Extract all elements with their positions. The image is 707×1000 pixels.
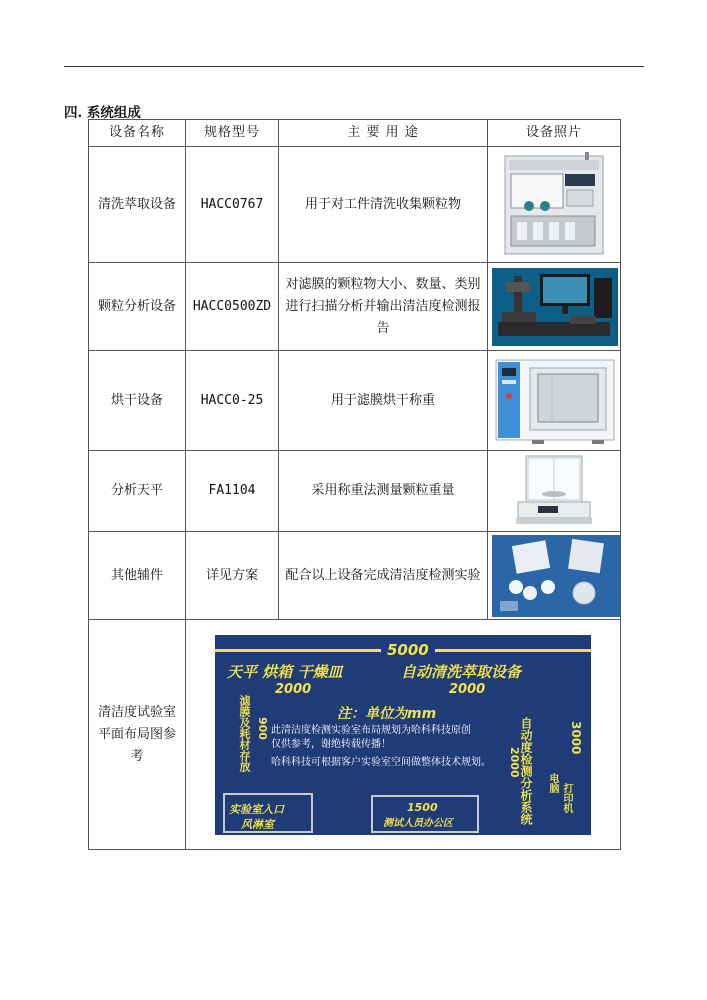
- height-dimension: 3000: [569, 720, 583, 754]
- copyright-note-line3: 哈科科技可根据客户实验室空间做整体技术规划。: [271, 756, 491, 768]
- equipment-purpose: 对滤膜的颗粒物大小、数量、类别进行扫描分析并输出清洁度检测报告: [279, 263, 488, 351]
- copyright-note-line1: 此清洁度检测实验室布局规划为哈科科技原创: [271, 724, 471, 736]
- equipment-name: 分析天平: [89, 451, 186, 532]
- header-name: 设备名称: [89, 120, 186, 147]
- layout-title: 清洁度试验室平面布局图参考: [89, 620, 186, 850]
- table-row: [89, 263, 621, 351]
- analysis-system-dimension: 2000: [508, 746, 521, 778]
- entrance-label: 实验室入口: [229, 802, 284, 816]
- equipment-purpose: 采用称重法测量颗粒重量: [279, 451, 488, 532]
- table-row: [89, 532, 621, 620]
- table-row: [89, 620, 621, 850]
- equipment-photo: [488, 351, 621, 451]
- office-label: 测试人员办公区: [383, 817, 453, 829]
- office-dimension: 1500: [407, 800, 438, 814]
- equipment-model: HACC0500ZD: [186, 263, 279, 351]
- table-row: [89, 351, 621, 451]
- zone-storage-dimension: 900: [256, 716, 269, 740]
- air-shower-label: 风淋室: [241, 817, 274, 831]
- equipment-purpose: 用于对工件清洗收集颗粒物: [279, 147, 488, 263]
- equipment-model: 详见方案: [186, 532, 279, 620]
- zone-balance-dimension: 2000: [275, 681, 312, 697]
- analytical-balance-image: [512, 454, 596, 528]
- zone-balance-label: 天平 烘箱 干燥皿: [227, 662, 343, 681]
- header-rule: [64, 66, 644, 67]
- computer-label: 电脑: [547, 772, 558, 793]
- copyright-note-line2: 仅供参考，谢绝转载传播！: [271, 738, 391, 750]
- equipment-photo: [488, 532, 621, 620]
- equipment-name: 烘干设备: [89, 351, 186, 451]
- table-header-row: [89, 120, 621, 147]
- floor-plan: [215, 635, 591, 835]
- zone-storage-label: 滤膜及耗材存放: [238, 694, 251, 772]
- equipment-photo: [488, 147, 621, 263]
- width-dimension: 5000: [381, 639, 435, 661]
- analysis-system-label: 自动度检测分析系统: [519, 716, 533, 825]
- equipment-photo: [488, 451, 621, 532]
- filter-membrane-kits-image: [492, 535, 620, 617]
- equipment-model: FA1104: [186, 451, 279, 532]
- header-model: 规格型号: [186, 120, 279, 147]
- equipment-photo: [488, 263, 621, 351]
- equipment-name: 其他辅件: [89, 532, 186, 620]
- cleaning-extraction-cabinet-image: [495, 152, 613, 258]
- equipment-table: [88, 119, 621, 850]
- equipment-purpose: 用于滤膜烘干称重: [279, 351, 488, 451]
- header-purpose: 主 要 用 途: [279, 120, 488, 147]
- unit-note: 注：单位为mm: [337, 705, 437, 722]
- equipment-name: 清洗萃取设备: [89, 147, 186, 263]
- printer-label: 打印机: [561, 782, 572, 813]
- table-row: [89, 451, 621, 532]
- equipment-name: 颗粒分析设备: [89, 263, 186, 351]
- header-photo: 设备照片: [488, 120, 621, 147]
- microscope-analysis-workstation-image: [492, 268, 618, 346]
- zone-cleaning-dimension: 2000: [449, 681, 486, 697]
- drying-oven-image: [492, 356, 618, 446]
- section-title: 四. 系统组成: [64, 105, 141, 121]
- table-row: [89, 147, 621, 263]
- equipment-model: HACC0767: [186, 147, 279, 263]
- equipment-purpose: 配合以上设备完成清洁度检测实验: [279, 532, 488, 620]
- equipment-model: HACC0-25: [186, 351, 279, 451]
- zone-cleaning-label: 自动清洗萃取设备: [401, 662, 522, 681]
- floor-plan-cell: [186, 620, 621, 850]
